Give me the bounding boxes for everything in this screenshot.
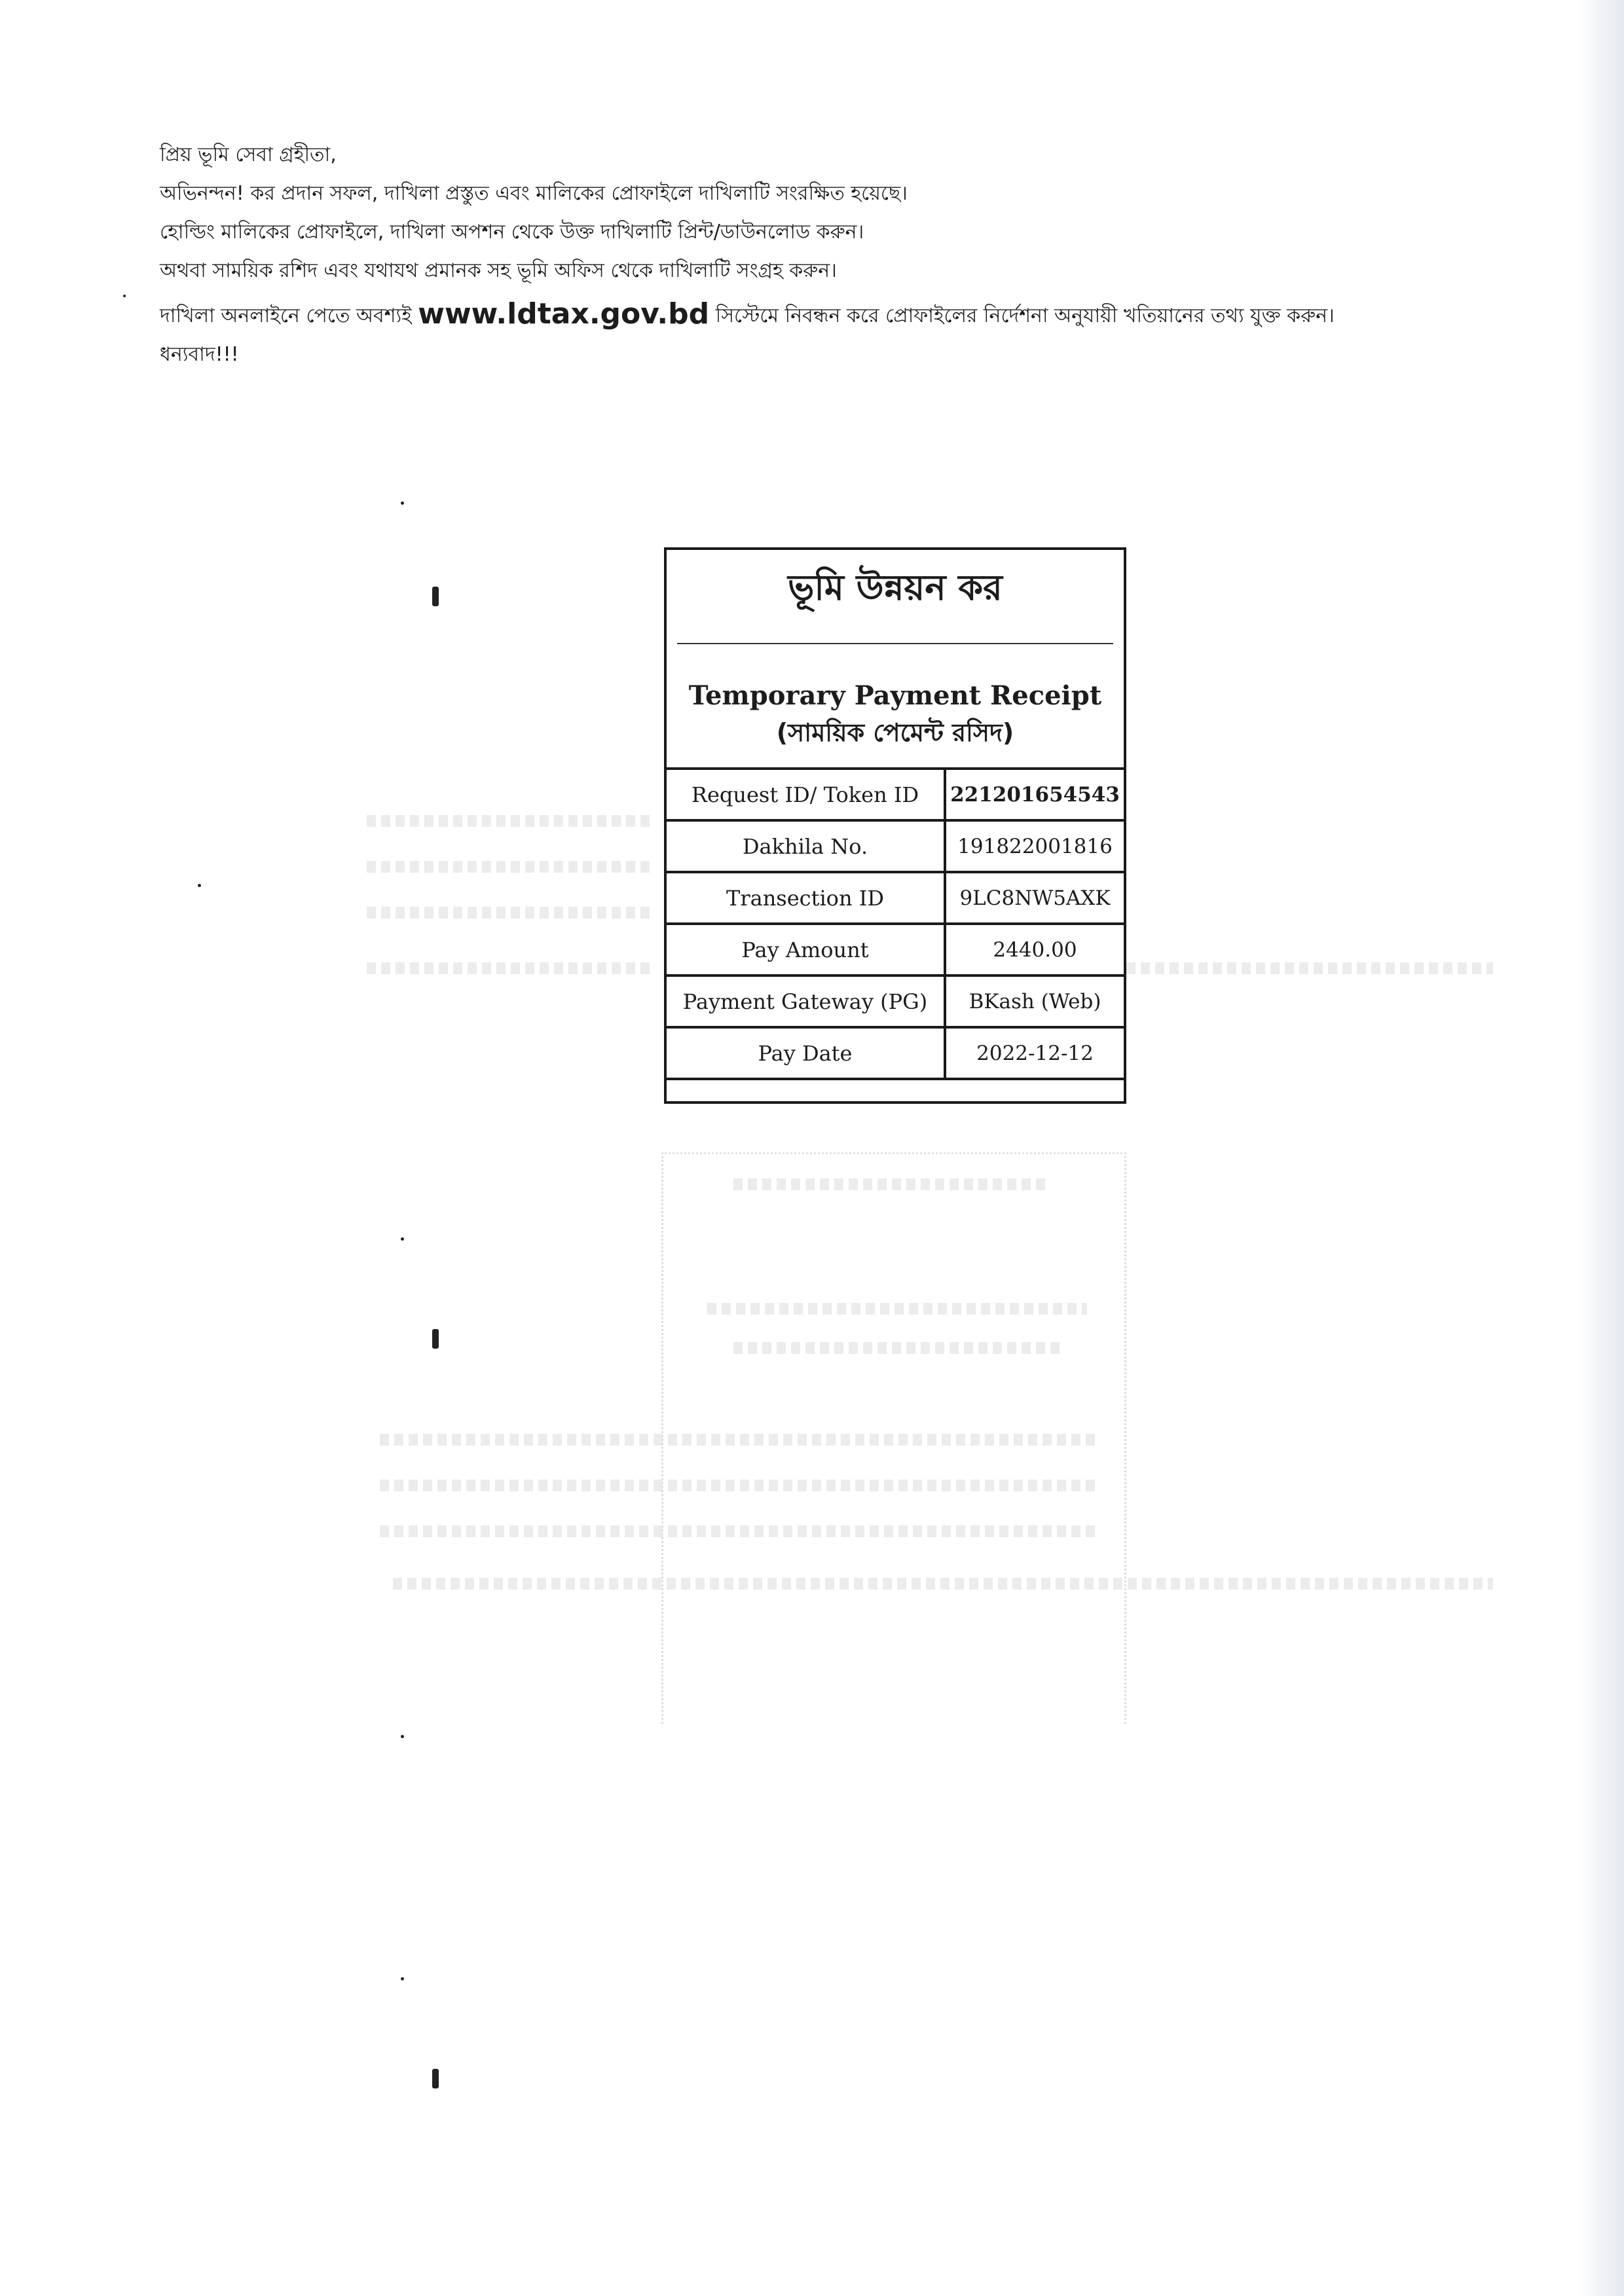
pay-amount-label: Pay Amount	[665, 924, 945, 975]
bleed-through-line	[380, 1434, 1100, 1446]
letter-line-register	[160, 297, 1561, 331]
table-row	[665, 820, 1125, 872]
scan-edge-shadow	[1578, 0, 1624, 2296]
pay-amount-value: 2440.00	[945, 924, 1125, 975]
bleed-through-line	[380, 1480, 1100, 1491]
payment-receipt	[664, 547, 1126, 1104]
scan-speck	[198, 884, 201, 887]
scan-speck	[401, 1237, 404, 1241]
bleed-through-line	[380, 1525, 1100, 1537]
bleed-through-line	[733, 1342, 1061, 1354]
table-row	[665, 1027, 1125, 1079]
receipt-divider	[677, 643, 1113, 644]
scan-speck	[432, 587, 439, 606]
ldtax-url: www.ldtax.gov.bd	[418, 297, 710, 331]
bleed-through-line	[707, 1303, 1087, 1315]
letter-line-download: হোল্ডিং মালিকের প্রোফাইলে, দাখিলা অপশন থেকে উক্ত দাখিলাটি প্রিন্ট/ডাউনলোড করুন।	[160, 221, 864, 244]
register-text-before: দাখিলা অনলাইনে পেতে অবশ্যই	[160, 304, 412, 327]
letter-thanks: ধন্যবাদ!!!	[160, 343, 239, 366]
table-row	[665, 975, 1125, 1027]
transaction-id-label: Transection ID	[665, 872, 945, 924]
scan-speck	[432, 1329, 439, 1349]
scan-speck	[432, 2069, 439, 2088]
bleed-through-line	[367, 815, 655, 827]
payment-gateway-value: BKash (Web)	[945, 975, 1125, 1027]
letter-line-collect: অথবা সাময়িক রশিদ এবং যথাযথ প্রমানক সহ ভূমি অফিস থেকে দাখিলাটি সংগ্রহ করুন।	[160, 259, 837, 282]
transaction-id-value: 9LC8NW5AXK	[945, 872, 1125, 924]
register-text-after: সিস্টেমে নিবন্ধন করে প্রোফাইলের নির্দেশনা অনুযায়ী খতিয়ানের তথ্য যুক্ত করুন।	[715, 304, 1335, 327]
bleed-through-line	[367, 861, 655, 873]
pay-date-label: Pay Date	[665, 1027, 945, 1079]
letter-line-success: অভিনন্দন! কর প্রদান সফল, দাখিলা প্রস্তুত এবং মালিকের প্রোফাইলে দাখিলাটি সংরক্ষিত হয়েছে।	[160, 182, 908, 205]
table-row	[665, 924, 1125, 975]
scan-speck	[401, 501, 404, 505]
bleed-through-line	[393, 1578, 1493, 1590]
request-id-label: Request ID/ Token ID	[665, 769, 945, 820]
bleed-through-line	[1126, 962, 1493, 974]
receipt-table	[664, 767, 1126, 1080]
dakhila-no-value: 191822001816	[945, 820, 1125, 872]
bleed-through-line	[367, 907, 655, 919]
payment-gateway-label: Payment Gateway (PG)	[665, 975, 945, 1027]
scan-speck	[123, 295, 126, 297]
request-id-value: 221201654543	[945, 769, 1125, 820]
table-row	[665, 872, 1125, 924]
receipt-title: ভূমি উন্নয়ন কর	[788, 567, 1003, 608]
scan-speck	[401, 1735, 404, 1738]
receipt-heading: Temporary Payment Receipt	[688, 680, 1102, 711]
bleed-through-line	[733, 1178, 1048, 1190]
scan-speck	[401, 1977, 404, 1980]
dakhila-no-label: Dakhila No.	[665, 820, 945, 872]
table-row	[665, 769, 1125, 820]
receipt-subheading: (সাময়িক পেমেন্ট রসিদ)	[776, 718, 1014, 747]
pay-date-value: 2022-12-12	[945, 1027, 1125, 1079]
letter-greeting: প্রিয় ভূমি সেবা গ্রহীতা,	[160, 143, 337, 166]
notice-letter	[160, 141, 1561, 379]
bleed-through-line	[367, 962, 655, 974]
